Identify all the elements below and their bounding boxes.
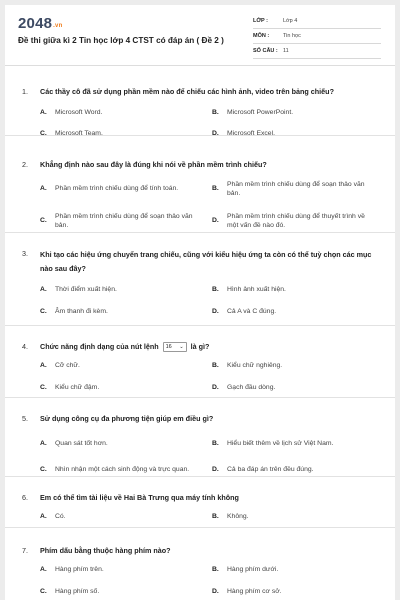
question-list [5,66,395,598]
answer-grid [40,512,385,521]
meta-row-subject: MÔN : Tin học [253,29,381,44]
question-stem: 1. Các thầy cô đã sử dụng phần mềm nào để chiếu các hình ảnh, video trên bảng chiếu? [22,87,334,96]
answer-option[interactable]: A. Quan sát tốt hơn. [40,439,108,447]
font-size-select[interactable]: 16 ⌄ [163,342,187,352]
answer-grid [40,361,385,392]
answer-option[interactable]: B. Hàng phím dưới. [212,566,279,573]
answer-option[interactable]: A. Hàng phím trên. [40,566,104,573]
chevron-down-icon: ⌄ [179,343,184,350]
question-stem: 7. Phím dấu bằng thuộc hàng phím nào? [22,546,171,555]
answer-option[interactable]: A. Có. [40,513,66,520]
question-stem: 2. Khẳng định nào sau đây là đúng khi nói về phần mềm trình chiếu? [22,160,267,169]
answer-option[interactable]: C. Hàng phím số. [40,588,100,595]
answer-option[interactable]: B. Hiểu biết thêm về lịch sử Việt Nam. [212,439,334,447]
exam-page [5,5,395,600]
answer-option[interactable]: B. Kiểu chữ nghiêng. [212,362,283,370]
answer-option[interactable]: B. Phần mềm trình chiếu dùng để soạn thảo văn bản. [212,180,365,197]
meta-row-class: LỚP : Lớp 4 [253,14,381,29]
answer-grid [40,177,385,232]
answer-option[interactable]: C. Phần mềm trình chiếu dùng để soạn thảo văn bản. [40,212,193,229]
answer-option[interactable]: B. Không. [212,513,249,520]
answer-option[interactable]: D. Cả ba đáp án trên đều đúng. [212,465,314,473]
question-stem: 6. Em có thể tìm tài liệu về Hai Bà Trưng qua máy tính không [22,493,239,502]
question-2 [5,136,395,233]
question-stem: 3. Khi tạo các hiệu ứng chuyển trang chiếu, cũng với kiểu hiệu ứng ta còn có thể tuỳ chọn các mục nào sau đây? [22,249,372,273]
exam-meta [253,14,381,59]
question-4 [5,326,395,398]
answer-grid [40,285,385,316]
answer-option[interactable]: C. Nhìn nhận một cách sinh động và trực quan. [40,465,190,473]
question-7 [5,528,395,598]
answer-option[interactable]: C. Microsoft Team. [40,130,103,137]
answer-option[interactable]: D. Microsoft Excel. [212,130,275,137]
answer-option[interactable]: C. Kiểu chữ đậm. [40,384,100,392]
question-stem: 5. Sử dụng công cụ đa phương tiện giúp em điều gì? [22,414,214,423]
page-title: Đề thi giữa kì 2 Tin học lớp 4 CTST có đáp án ( Đề 2 ) [18,36,224,45]
question-5 [5,398,395,477]
answer-option[interactable]: C. Âm thanh đi kèm. [40,308,108,315]
question-3 [5,233,395,326]
answer-option[interactable]: A. Thời điểm xuất hiện. [40,286,117,293]
answer-option[interactable]: A. Microsoft Word. [40,109,103,116]
answer-option[interactable]: B. Hình ảnh xuất hiện. [212,286,286,293]
answer-option[interactable]: D. Hàng phím cơ sở. [212,588,282,595]
answer-grid [40,433,385,479]
answer-option[interactable]: D. Phần mềm trình chiếu dùng để thuyết trình về một vấn đề nào đó. [212,212,365,229]
answer-option[interactable]: D. Cả A và C đúng. [212,308,277,315]
question-stem: 4. Chức năng định dạng của nút lệnh 16 ⌄ là gì? [22,342,210,351]
answer-grid [40,565,385,596]
answer-grid [40,108,385,138]
answer-option[interactable]: A. Phần mềm trình chiếu dùng để tính toán. [40,185,179,192]
question-6 [5,477,395,528]
answer-option[interactable]: A. Cỡ chữ. [40,362,80,370]
meta-row-count: SỐ CÂU : 11 [253,44,381,59]
page-header [5,5,395,65]
site-logo[interactable]: 2048.vn [18,15,63,32]
question-1 [5,66,395,136]
answer-option[interactable]: B. Microsoft PowerPoint. [212,109,294,116]
answer-option[interactable]: D. Gạch đầu dòng. [212,384,276,392]
